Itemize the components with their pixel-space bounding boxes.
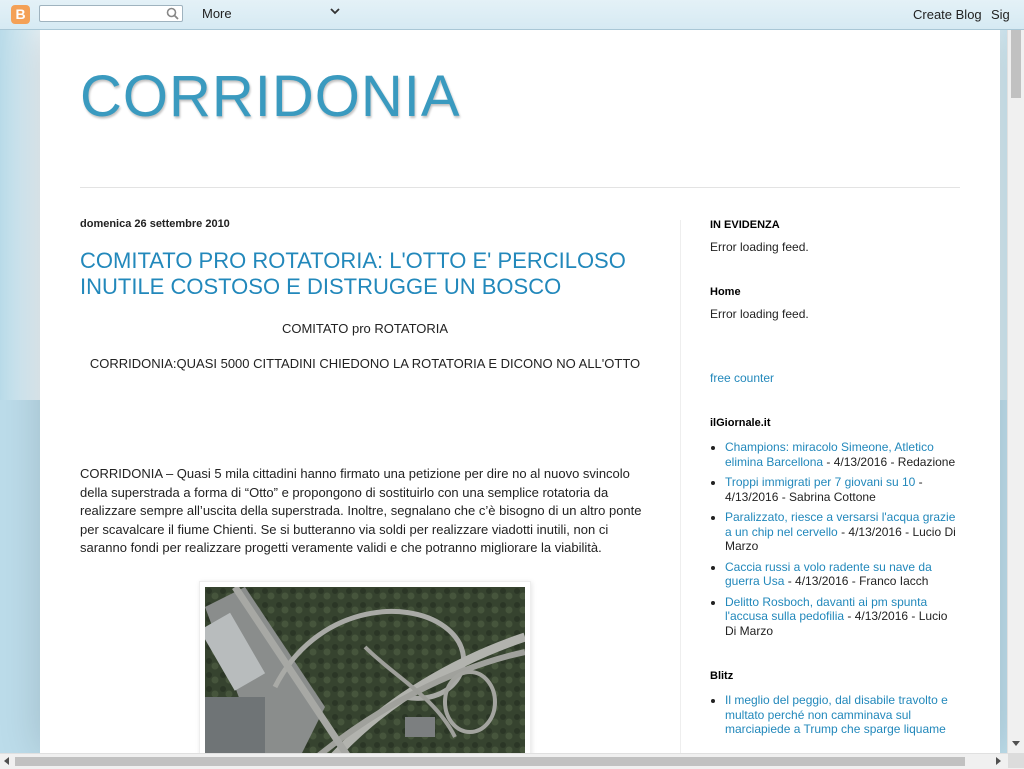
- navbar-search-box: [39, 5, 183, 22]
- list-item: [725, 693, 962, 737]
- sidebar: [710, 215, 962, 743]
- list-item: [725, 595, 962, 639]
- more-dropdown[interactable]: [202, 5, 342, 23]
- widget-in-evidenza: [710, 219, 962, 254]
- post-date: domenica 26 settembre 2010: [80, 218, 230, 230]
- widget-title: ilGiornale.it: [710, 417, 771, 429]
- widget-title: Blitz: [710, 670, 734, 682]
- feed-item-meta: - 4/13/2016 - Redazione: [823, 454, 956, 469]
- feed-item-meta: - 4/13/2016 - Lucio Di Marzo: [725, 524, 956, 553]
- free-counter-link[interactable]: free counter: [710, 371, 775, 385]
- main-column: [80, 215, 650, 753]
- blogger-navbar: [0, 0, 1024, 30]
- horizontal-scrollbar[interactable]: [0, 753, 1024, 769]
- post-title[interactable]: COMITATO PRO ROTATORIA: L'OTTO E' PERCILOSO INUTILE COSTOSO E DISTRUGGE UN BOSCO: [80, 248, 626, 299]
- feed-item-link[interactable]: Delitto Rosboch, davanti ai pm spunta l'accusa sulla pedofilia: [725, 594, 928, 623]
- list-item: [725, 475, 962, 504]
- blog-content: [40, 30, 1000, 753]
- feed-item-link[interactable]: Il meglio del peggio, dal disabile travolto e multato perché non camminava sul marciapiede a Trump che sparge liquame: [725, 693, 948, 736]
- scroll-left-arrow-icon[interactable]: [4, 757, 9, 765]
- aerial-photo-highway-junction: [205, 587, 525, 754]
- sign-in-link[interactable]: Sig: [991, 7, 1010, 22]
- blitz-feed-list: [710, 693, 962, 737]
- post-paragraph: CORRIDONIA – Quasi 5 mila cittadini hanno firmato una petizione per dire no al nuovo svincolo della superstrada a forma di “Otto” e propongono di sostituirlo con una semplice rotatoria da realizzare sempre all’uscita della superstrada. Inoltre, segnalano che c’è bisogno di un altro ponte per scavalcare il fiume Chienti. Se si butteranno via soldi per realizzare viadotti inutili, non ci saranno fondi per realizzare progetti veramente validi e che potranno migliorare la viabilità.: [80, 466, 642, 555]
- feed-item-link[interactable]: Paralizzato, riesce a versarsi l'acqua grazie a un chip nel cervello: [725, 510, 956, 539]
- search-icon[interactable]: [166, 7, 179, 20]
- feed-error-text: Error loading feed.: [710, 240, 809, 254]
- post-headline: CORRIDONIA:QUASI 5000 CITTADINI CHIEDONO LA ROTATORIA E DICONO NO ALL'OTTO: [89, 356, 641, 371]
- feed-item-link[interactable]: Champions: miracolo Simeone, Atletico elimina Barcellona: [725, 440, 934, 469]
- navbar-search-input[interactable]: [44, 8, 164, 22]
- header-divider: [80, 187, 960, 188]
- column-divider: [680, 220, 681, 753]
- list-item: [725, 560, 962, 589]
- scroll-right-arrow-icon[interactable]: [996, 757, 1001, 765]
- feed-item-link[interactable]: Troppi immigrati per 7 giovani su 10: [725, 475, 916, 489]
- feed-item-meta: - 4/13/2016 - Lucio Di Marzo: [725, 609, 948, 638]
- feed-item-meta: - 4/13/2016 - Sabrina Cottone: [725, 475, 923, 504]
- widget-home: [710, 286, 962, 321]
- scroll-down-arrow-icon[interactable]: [1012, 741, 1020, 746]
- post-subtitle: COMITATO pro ROTATORIA: [281, 321, 449, 336]
- widget-ilgiornale: [710, 417, 962, 638]
- feed-item-link[interactable]: Caccia russi a volo radente su nave da guerra Usa: [725, 559, 932, 588]
- blog-title[interactable]: CORRIDONIA: [80, 64, 461, 129]
- chevron-down-icon[interactable]: [330, 6, 340, 16]
- widget-title: Home: [710, 286, 741, 298]
- blogger-logo-icon[interactable]: B: [11, 5, 30, 24]
- horizontal-scroll-thumb[interactable]: [15, 757, 965, 766]
- feed-error-text: Error loading feed.: [710, 307, 809, 321]
- list-item: [725, 510, 962, 554]
- widget-blitz: [710, 670, 962, 737]
- list-item: [725, 440, 962, 469]
- ilgiornale-feed-list: [710, 440, 962, 638]
- more-dropdown-label: More: [202, 6, 232, 21]
- scrollbar-corner: [1008, 753, 1024, 768]
- create-blog-link[interactable]: Create Blog: [913, 7, 982, 22]
- widget-title: IN EVIDENZA: [710, 219, 780, 231]
- vertical-scrollbar[interactable]: [1007, 0, 1024, 753]
- feed-item-meta: - 4/13/2016 - Franco Iacch: [784, 574, 929, 588]
- post-aerial-image[interactable]: [199, 581, 531, 754]
